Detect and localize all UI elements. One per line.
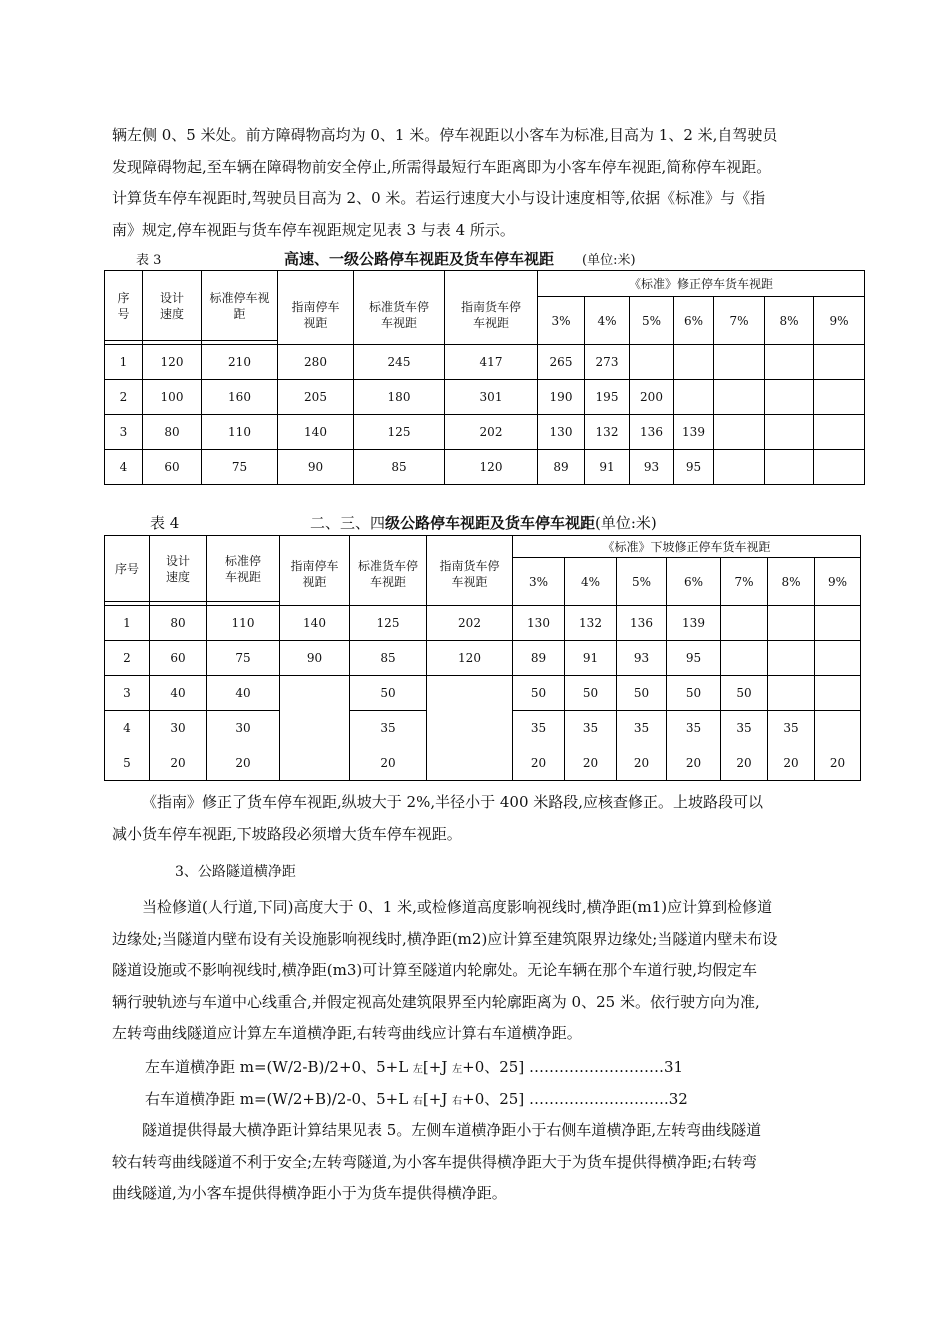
cell: 136 — [617, 606, 667, 641]
guide-note-paragraph — [112, 787, 838, 850]
cell: 2 — [105, 641, 150, 676]
cell: 30 — [150, 711, 207, 746]
cell: 40 — [150, 676, 207, 711]
cell — [765, 380, 814, 415]
cell: 210 — [202, 345, 278, 380]
cell: 265 — [538, 345, 585, 380]
cell — [768, 641, 815, 676]
cell — [765, 345, 814, 380]
cell: 120 — [445, 450, 538, 485]
cell — [815, 676, 861, 711]
cell: 75 — [202, 450, 278, 485]
cell: 280 — [278, 345, 354, 380]
header-guide-stop: 指南停车视距 — [280, 536, 350, 606]
header-design-speed: 设计速度 — [143, 271, 202, 341]
closing-paragraph — [112, 1115, 838, 1210]
formula-right-lane: 右车道横净距 m=(W/2+B)/2-0、5+L 右[+J 右+0、25] ……………………….32 — [145, 1090, 688, 1108]
table3-label: 表 3 — [136, 253, 162, 268]
table-row — [105, 746, 861, 781]
text-line: 左转弯曲线隧道应计算左车道横净距,右转弯曲线应计算右车道横净距。 — [112, 1024, 582, 1042]
header-grade: 8% — [768, 558, 815, 606]
cell: 3 — [105, 676, 150, 711]
header-grade: 7% — [721, 558, 768, 606]
text-line: 当检修道(人行道,下同)高度大于 0、1 米,或检修道高度影响视线时,横净距(m1)应计算到检修道 — [142, 898, 773, 916]
cell: 20 — [815, 746, 861, 781]
header-standard-truck: 标准货车停车视距 — [354, 271, 445, 345]
cell: 93 — [617, 641, 667, 676]
cell — [280, 711, 350, 746]
cell: 202 — [445, 415, 538, 450]
header-standard-stop: 标准停车视距 — [207, 536, 280, 602]
header-standard-stop: 标准停车视距 — [202, 271, 278, 341]
cell: 132 — [585, 415, 630, 450]
header-guide-stop: 指南停车视距 — [278, 271, 354, 345]
header-corrected-group: 《标准》修正停车货车视距 — [538, 271, 865, 297]
table3-unit: (单位:米) — [582, 253, 636, 268]
cell: 35 — [617, 711, 667, 746]
cell: 89 — [538, 450, 585, 485]
cell: 140 — [280, 606, 350, 641]
cell: 80 — [150, 606, 207, 641]
cell — [714, 380, 765, 415]
cell — [814, 450, 865, 485]
cell — [768, 676, 815, 711]
cell: 85 — [354, 450, 445, 485]
cell: 20 — [617, 746, 667, 781]
intro-paragraph — [112, 120, 838, 246]
text-line: 辆左侧 0、5 米处。前方障碍物高均为 0、1 米。停车视距以小客车为标准,目高为 1、2 米,自驾驶员 — [112, 126, 778, 144]
text-line: 计算货车停车视距时,驾驶员目高为 2、0 米。若运行速度大小与设计速度相等,依据《标准》与《指 — [112, 189, 766, 207]
cell: 91 — [565, 641, 617, 676]
header-grade: 3% — [538, 297, 585, 345]
text-line: 曲线隧道,为小客车提供得横净距小于为货车提供得横净距。 — [112, 1184, 507, 1202]
cell: 35 — [768, 711, 815, 746]
cell — [280, 746, 350, 781]
cell: 200 — [630, 380, 674, 415]
cell: 89 — [513, 641, 565, 676]
table4-unit: (单位:米) — [595, 514, 657, 532]
text-line: 减小货车停车视距,下坡路段必须增大货车停车视距。 — [112, 824, 462, 843]
cell: 35 — [350, 711, 427, 746]
cell: 20 — [150, 746, 207, 781]
text-line: 《指南》修正了货车停车视距,纵坡大于 2%,半径小于 400 米路段,应核查修正。上坡路段可以 — [142, 793, 764, 811]
table4-title-plain: 二、三、四 — [310, 514, 386, 532]
cell — [714, 345, 765, 380]
text-line: 隧道设施或不影响视线时,横净距(m3)可计算至隧道内轮廓处。无论车辆在那个车道行驶,均假定车 — [112, 961, 758, 979]
table-row — [105, 676, 861, 711]
cell: 60 — [150, 641, 207, 676]
cell: 50 — [513, 676, 565, 711]
cell: 50 — [667, 676, 721, 711]
table-row — [105, 711, 861, 746]
table-row — [105, 606, 861, 641]
cell — [814, 345, 865, 380]
cell: 20 — [721, 746, 768, 781]
cell: 4 — [105, 450, 143, 485]
cell: 130 — [513, 606, 565, 641]
cell: 20 — [565, 746, 617, 781]
header-grade: 3% — [513, 558, 565, 606]
text-line: 辆行驶轨迹与车道中心线重合,并假定视高处建筑限界至内轮廓距离为 0、25 米。依行驶方向为准, — [112, 992, 760, 1011]
cell — [674, 345, 714, 380]
table4-caption — [150, 512, 850, 533]
table-row — [105, 345, 865, 380]
cell: 4 — [105, 711, 150, 746]
text-line: 边缘处;当隧道内壁布设有关设施影响视线时,横净距(m2)应计算至建筑限界边缘处;当隧道内壁未布设 — [112, 929, 778, 948]
cell — [714, 450, 765, 485]
header-design-speed: 设计速度 — [150, 536, 207, 602]
cell — [427, 676, 513, 711]
cell: 90 — [278, 450, 354, 485]
cell: 110 — [202, 415, 278, 450]
cell: 20 — [667, 746, 721, 781]
header-guide-truck: 指南货车停车视距 — [445, 271, 538, 345]
cell: 20 — [768, 746, 815, 781]
cell — [427, 746, 513, 781]
cell: 35 — [513, 711, 565, 746]
cell: 139 — [667, 606, 721, 641]
cell — [630, 345, 674, 380]
cell: 125 — [354, 415, 445, 450]
cell: 100 — [143, 380, 202, 415]
cell — [814, 380, 865, 415]
cell — [815, 606, 861, 641]
cell: 50 — [721, 676, 768, 711]
cell — [721, 606, 768, 641]
table4-label: 表 4 — [150, 514, 180, 532]
cell: 50 — [617, 676, 667, 711]
cell: 95 — [667, 641, 721, 676]
cell: 91 — [585, 450, 630, 485]
cell: 95 — [674, 450, 714, 485]
text-line: 隧道提供得最大横净距计算结果见表 5。左侧车道横净距小于右侧车道横净距,左转弯曲线隧道 — [142, 1121, 762, 1139]
cell: 5 — [105, 746, 150, 781]
cell: 120 — [427, 641, 513, 676]
text-line: 较右转弯曲线隧道不利于安全;左转弯隧道,为小客车提供得横净距大于为货车提供得横净距;右转弯 — [112, 1152, 757, 1171]
cell: 195 — [585, 380, 630, 415]
cell: 20 — [350, 746, 427, 781]
header-grade: 4% — [585, 297, 630, 345]
cell: 273 — [585, 345, 630, 380]
cell: 160 — [202, 380, 278, 415]
header-grade: 6% — [667, 558, 721, 606]
cell: 140 — [278, 415, 354, 450]
cell — [765, 450, 814, 485]
cell: 50 — [350, 676, 427, 711]
header-guide-truck: 指南货车停车视距 — [427, 536, 513, 606]
cell: 110 — [207, 606, 280, 641]
section-body — [112, 892, 838, 1050]
cell: 245 — [354, 345, 445, 380]
header-seq: 序号 — [105, 536, 150, 602]
cell: 20 — [207, 746, 280, 781]
cell: 50 — [565, 676, 617, 711]
cell — [714, 415, 765, 450]
header-grade: 8% — [765, 297, 814, 345]
header-grade: 4% — [565, 558, 617, 606]
cell: 136 — [630, 415, 674, 450]
cell — [721, 641, 768, 676]
header-grade: 5% — [617, 558, 667, 606]
cell: 2 — [105, 380, 143, 415]
cell: 125 — [350, 606, 427, 641]
cell: 132 — [565, 606, 617, 641]
cell: 417 — [445, 345, 538, 380]
cell: 80 — [143, 415, 202, 450]
cell: 75 — [207, 641, 280, 676]
cell: 202 — [427, 606, 513, 641]
cell: 60 — [143, 450, 202, 485]
formula-left-lane: 左车道横净距 m=(W/2-B)/2+0、5+L 左[+J 左+0、25] ………………………31 — [145, 1058, 684, 1076]
table-row — [105, 415, 865, 450]
cell: 35 — [667, 711, 721, 746]
cell: 20 — [513, 746, 565, 781]
cell: 35 — [565, 711, 617, 746]
table4-title-bold: 级公路停车视距及货车停车视距 — [385, 514, 596, 532]
cell — [815, 711, 861, 746]
header-grade: 9% — [814, 297, 865, 345]
table3-caption — [136, 249, 856, 268]
table4-title — [310, 512, 657, 533]
table-row — [105, 641, 861, 676]
text-line: 发现障碍物起,至车辆在障碍物前安全停止,所需得最短行车距离即为小客车停车视距,简称停车视距。 — [112, 157, 772, 176]
cell: 190 — [538, 380, 585, 415]
cell — [815, 641, 861, 676]
header-grade: 5% — [630, 297, 674, 345]
cell: 30 — [207, 711, 280, 746]
cell: 40 — [207, 676, 280, 711]
cell: 139 — [674, 415, 714, 450]
cell: 3 — [105, 415, 143, 450]
cell: 130 — [538, 415, 585, 450]
cell: 35 — [721, 711, 768, 746]
cell — [765, 415, 814, 450]
header-standard-truck: 标准货车停车视距 — [350, 536, 427, 606]
header-grade: 7% — [714, 297, 765, 345]
cell: 1 — [105, 345, 143, 380]
table-row — [105, 380, 865, 415]
cell: 205 — [278, 380, 354, 415]
header-grade: 6% — [674, 297, 714, 345]
table4 — [104, 535, 861, 781]
cell: 301 — [445, 380, 538, 415]
cell — [674, 380, 714, 415]
cell — [814, 415, 865, 450]
header-grade: 9% — [815, 558, 861, 606]
cell: 93 — [630, 450, 674, 485]
cell: 85 — [350, 641, 427, 676]
cell — [427, 711, 513, 746]
table3 — [104, 270, 865, 485]
cell: 180 — [354, 380, 445, 415]
cell: 1 — [105, 606, 150, 641]
section-heading: 3、公路隧道横净距 — [175, 864, 296, 880]
header-corrected-group: 《标准》下坡修正停车货车视距 — [513, 536, 861, 558]
cell — [768, 606, 815, 641]
table-row — [105, 450, 865, 485]
cell: 90 — [280, 641, 350, 676]
cell — [280, 676, 350, 711]
table3-title: 高速、一级公路停车视距及货车停车视距 — [284, 250, 555, 268]
cell: 120 — [143, 345, 202, 380]
header-seq: 序号 — [105, 271, 143, 341]
text-line: 南》规定,停车视距与货车停车视距规定见表 3 与表 4 所示。 — [112, 220, 515, 239]
